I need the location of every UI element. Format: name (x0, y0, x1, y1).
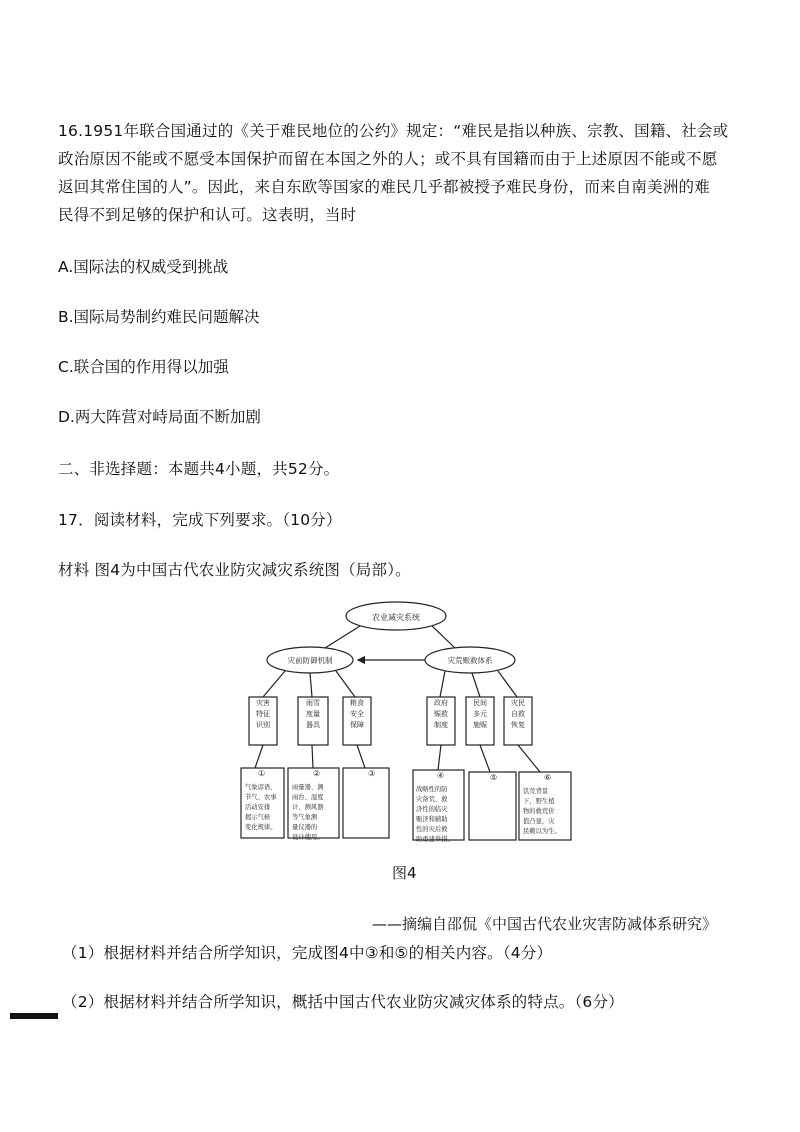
child-label-row: 雨雪 (306, 699, 320, 707)
option-c[interactable]: C.联合国的作用得以加强 (58, 358, 229, 376)
q16-line-4: 民得不到足够的保护和认可。这表明，当时 (58, 206, 357, 224)
child-box-4 (427, 697, 455, 745)
right-branch-node (425, 647, 515, 673)
leaf-number: ⑥ (544, 773, 552, 782)
figure-label: 图4 (392, 864, 417, 882)
q16-line-2: 政治原因不能或不愿受本国保护而留在本国之外的人；或不具有国籍而由于上述原因不能或不愿 (58, 150, 718, 168)
leaf-box-6 (519, 772, 571, 840)
leaf-number: ② (313, 769, 321, 778)
leaf-text-line: 气象谚语、 (245, 784, 277, 791)
option-b[interactable]: B.国际局势制约难民问题解决 (58, 308, 260, 326)
leaf-text-line: 量仪器的 (292, 824, 318, 831)
option-d[interactable]: D.两大阵营对峙局面不断加剧 (58, 408, 261, 426)
leaf-number: ⑤ (490, 773, 498, 782)
left-branch-node (267, 647, 353, 673)
leaf-number: ④ (437, 771, 445, 780)
leaf-text-line: 计、测风器 (292, 804, 324, 811)
child-label-row: 多元 (473, 710, 487, 718)
child-label-row: 器具 (306, 721, 320, 729)
leaf-text-line: 活动安排 (245, 804, 271, 811)
leaf-box-3 (343, 768, 389, 838)
child-label-row: 施赈 (473, 721, 487, 729)
child-label-row: 恢复 (511, 721, 525, 729)
child-label-row: 识别 (256, 721, 270, 729)
child-box-2 (298, 697, 328, 745)
q17-sub1: （1）根据材料并结合所学知识，完成图4中③和⑤的相关内容。（4分） (62, 944, 553, 962)
child-box-6 (504, 697, 532, 745)
leaf-text-line: 民赖以为生。 (523, 828, 561, 835)
child-label-row: 自救 (511, 710, 525, 718)
leaf-box-2 (288, 768, 339, 838)
child-label-row: 民间 (473, 699, 487, 707)
leaf-box-4 (413, 770, 464, 840)
child-label-row: 制度 (434, 721, 448, 729)
child-box-3 (343, 697, 371, 745)
child-label-row: 赈救 (434, 710, 448, 718)
leaf-box-5 (469, 772, 516, 840)
child-label-row: 粮食 (350, 699, 364, 707)
leaf-text-line: 变化规律。 (245, 824, 277, 831)
leaf-text-line: 揭示气候 (245, 814, 271, 821)
leaf-text-line: 性的灾后救 (416, 826, 448, 833)
root-label: 农业减灾系统 (372, 613, 420, 622)
root-node (346, 602, 446, 630)
child-label-row: 度量 (306, 710, 320, 718)
leaf-text-line: 战略性的防 (416, 786, 448, 793)
q17-sub2: （2）根据材料并结合所学知识，概括中国古代农业防灾减灾体系的特点。（6分） (62, 993, 624, 1011)
leaf-number: ① (258, 769, 266, 778)
q16-line-3: 返回其常住国的人”。因此，来自东欧等国家的难民几乎都被授予难民身份，而来自南美洲的难 (58, 178, 710, 196)
option-a[interactable]: A.国际法的权威受到挑战 (58, 258, 229, 276)
leaf-text-line: 济性的临灾 (416, 806, 448, 813)
child-label-row: 政府 (434, 699, 448, 707)
leaf-text-line: 雨台、湿度 (292, 794, 324, 801)
child-label-row: 保障 (350, 721, 364, 729)
leaf-text-line: 灾备荒、救 (416, 796, 448, 803)
q17-title: 17．阅读材料，完成下列要求。（10分） (58, 511, 342, 529)
child-label-row: 特征 (256, 710, 270, 718)
leaf-text-line: 值凸显，灾 (523, 818, 555, 825)
leaf-text-line: 赈济和辅助 (416, 816, 448, 823)
leaf-box-1 (241, 768, 284, 838)
section-heading: 二、非选择题：本题共4小题，共52分。 (58, 460, 340, 478)
figure-source: ——摘编自邵侃《中国古代农业灾害防减体系研究》 (372, 915, 718, 933)
q17-material: 材料 图4为中国古代农业防灾减灾系统图（局部）。 (58, 561, 411, 579)
child-box-1 (249, 697, 277, 745)
leaf-text-line: 饥荒背景 (523, 788, 549, 795)
leaf-text-line: 物的救荒价 (523, 808, 555, 815)
scan-edge-mark (10, 1013, 58, 1019)
leaf-number: ③ (368, 769, 376, 778)
child-label-row: 安全 (350, 710, 364, 718)
leaf-text-line: 设计使用。 (292, 834, 324, 841)
left-branch-label: 灾前防御机制 (287, 656, 333, 665)
leaf-text-line: 下，野生植 (523, 798, 555, 805)
child-label-row: 灾害 (256, 699, 270, 707)
q16-line-1: 16.1951年联合国通过的《关于难民地位的公约》规定：“难民是指以种族、宗教、国籍、社会或 (58, 122, 729, 140)
leaf-text-line: 节气、农事 (245, 794, 277, 801)
child-box-5 (466, 697, 494, 745)
leaf-text-line: 等气象测 (292, 814, 318, 821)
child-label-row: 灾民 (511, 699, 525, 707)
leaf-text-line: 助重建举措。 (416, 836, 454, 843)
right-branch-label: 灾荒赈救体系 (447, 656, 493, 665)
leaf-text-line: 雨量器、测 (292, 784, 324, 791)
